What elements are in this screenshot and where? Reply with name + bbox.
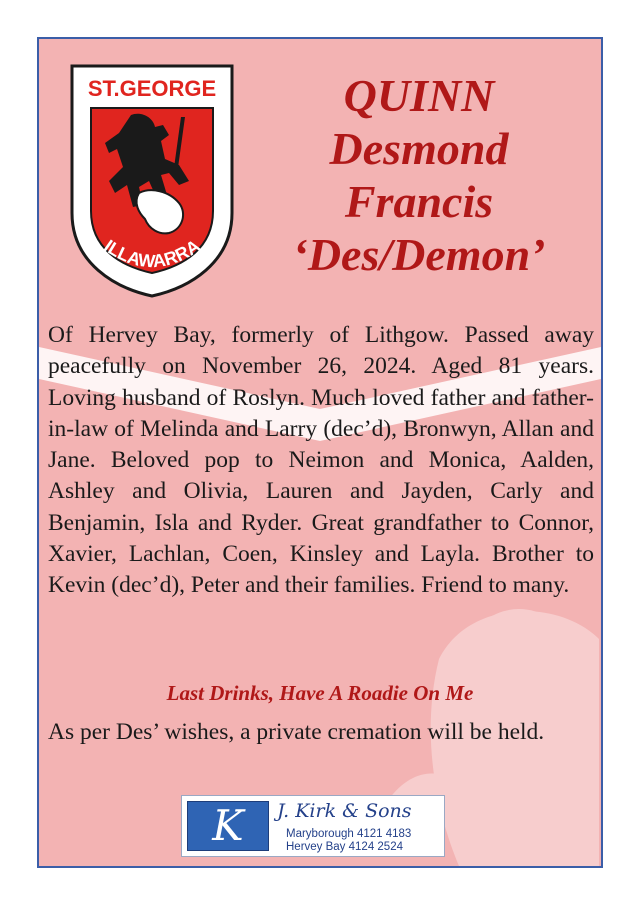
- phone-maryborough: Maryborough 4121 4183: [286, 828, 412, 840]
- club-logo: [69, 63, 235, 299]
- funeral-director-logo: [181, 795, 445, 857]
- surname: QUINN: [343, 70, 495, 121]
- k-logo-icon: [187, 801, 269, 851]
- phone-hervey-bay: Hervey Bay 4124 2524: [286, 841, 403, 853]
- nickname: ‘Des/Demon’: [292, 229, 546, 280]
- notice-subtitle: Last Drinks, Have A Roadie On Me: [166, 681, 474, 705]
- first-name: Desmond: [329, 123, 509, 174]
- logo-bottom-text: ILLAWARRA: [100, 235, 204, 272]
- cremation-wishes: As per Des’ wishes, a private cremation will be held.: [48, 719, 545, 745]
- firm-name: J. Kirk & Sons: [277, 800, 412, 822]
- middle-name: Francis: [344, 176, 494, 227]
- k-logo-letter: K: [212, 801, 244, 850]
- notice-body: Of Hervey Bay, formerly of Lithgow. Passed away peacefully on November 26, 2024. Aged 81 years. Loving husband of Roslyn. Much loved father and father-in-law of Melinda and Larry (dec’d), Bronwyn, Allan and Jane. Beloved pop to Neimon and Monica, Aalden, Ashley and Olivia, Lauren and Jayden, Carly and Benjamin, Isla and Ryder. Great grandfather to Connor, Xavier, Lachlan, Coen, Kinsley and Layla. Brother to Kevin (dec’d), Peter and their families. Friend to many.: [48, 322, 594, 599]
- notice-frame: [37, 37, 603, 868]
- deceased-name-block: [264, 69, 574, 281]
- logo-top-text: ST.GEORGE: [87, 76, 217, 101]
